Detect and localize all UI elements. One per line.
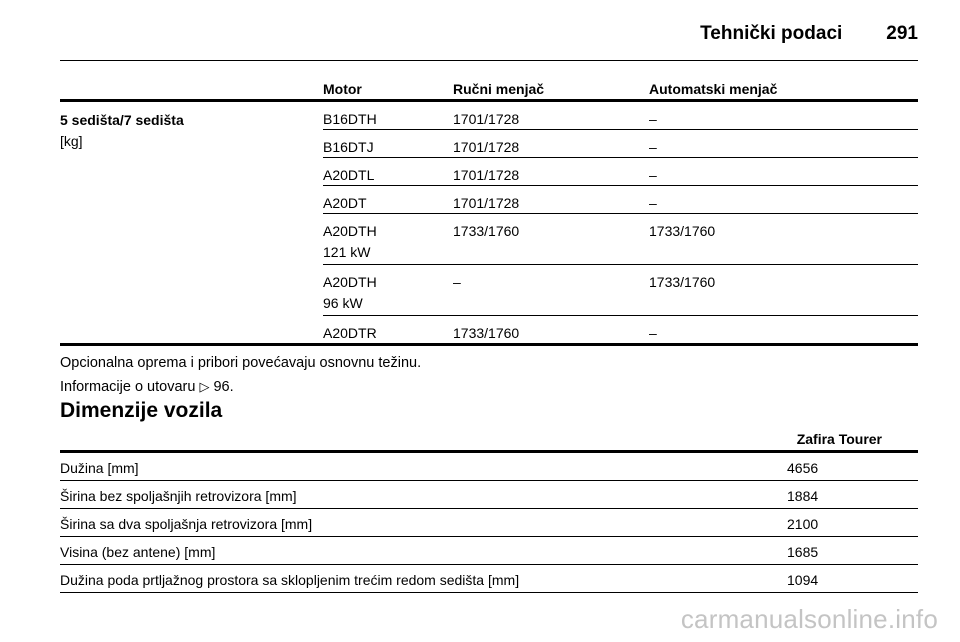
table-row [323,185,918,213]
dimension-label: Dužina poda prtljažnog prostora sa sklopljenim trećim redom sedišta [mm] [60,572,520,588]
table-row [60,537,918,565]
automatic-cell: – [649,195,657,211]
engine-cell [323,272,377,314]
manual-cell: 1701/1728 [453,195,520,211]
engine-code: A20DTH [323,274,377,290]
automatic-cell: 1733/1760 [649,223,716,239]
arrow-reference-icon: ▷ [199,379,210,394]
dimension-value: 4656 [787,460,819,476]
engine-power: 121 kW [323,244,371,260]
column-header-manual: Ručni menjač [453,81,545,97]
automatic-cell: – [649,325,657,341]
dimensions-table-header [60,429,918,450]
automatic-cell: – [649,167,657,183]
manual-cell: 1701/1728 [453,139,520,155]
table-row [323,157,918,185]
weight-table-body [60,99,918,346]
page-header [60,14,918,54]
page-title: Tehnički podaci [700,23,843,44]
automatic-cell: 1733/1760 [649,274,716,290]
table-row [323,264,918,315]
dimension-label: Dužina [mm] [60,460,139,476]
table-row [323,213,918,264]
watermark: carmanualsonline.info [680,604,938,634]
optional-equipment-note: Opcionalna oprema i pribori povećavaju osnovnu težinu. [60,355,422,371]
dimension-value: 1884 [787,488,819,504]
column-header-engine: Motor [323,81,362,97]
manual-cell: 1701/1728 [453,167,520,183]
column-header-automatic: Automatski menjač [649,81,778,97]
manual-cell: 1701/1728 [453,111,520,127]
automatic-cell: – [649,139,657,155]
engine-code: A20DTH [323,223,377,239]
header-divider [60,60,918,61]
loading-info-link[interactable]: 96. [213,379,234,395]
vehicle-weight-table [60,71,918,346]
engine-power: 96 kW [323,295,363,311]
table-row [323,102,918,129]
section-title: Dimenzije vozila [60,399,223,422]
manual-cell: 1733/1760 [453,325,520,341]
dimension-label: Visina (bez antene) [mm] [60,544,216,560]
table-row [60,509,918,537]
seats-row-label [60,110,184,152]
engine-cell [323,221,377,263]
vehicle-dimensions-table [60,429,918,593]
table-row [60,481,918,509]
seats-label: 5 sedišta/7 sedišta [60,112,184,128]
loading-info-text: Informacije o utovaru [60,379,196,395]
loading-info-note [60,379,234,395]
column-header-model: Zafira Tourer [796,431,882,447]
page-number: 291 [886,23,918,44]
manual-cell: 1733/1760 [453,223,520,239]
dimension-value: 1094 [787,572,819,588]
table-row [60,453,918,481]
weight-unit: [kg] [60,133,83,149]
engine-cell: A20DTR [323,325,377,341]
engine-cell: A20DT [323,195,367,211]
dimensions-table-body [60,450,918,593]
engine-cell: A20DTL [323,167,375,183]
weight-table-header [60,71,918,99]
table-row [323,129,918,157]
dimension-label: Širina bez spoljašnjih retrovizora [mm] [60,488,297,504]
dimension-label: Širina sa dva spoljašnja retrovizora [mm] [60,516,313,532]
dimension-value: 1685 [787,544,819,560]
table-row [323,315,918,343]
manual-cell: – [453,274,461,290]
engine-cell: B16DTH [323,111,377,127]
automatic-cell: – [649,111,657,127]
engine-cell: B16DTJ [323,139,374,155]
table-row [60,565,918,593]
dimension-value: 2100 [787,516,819,532]
